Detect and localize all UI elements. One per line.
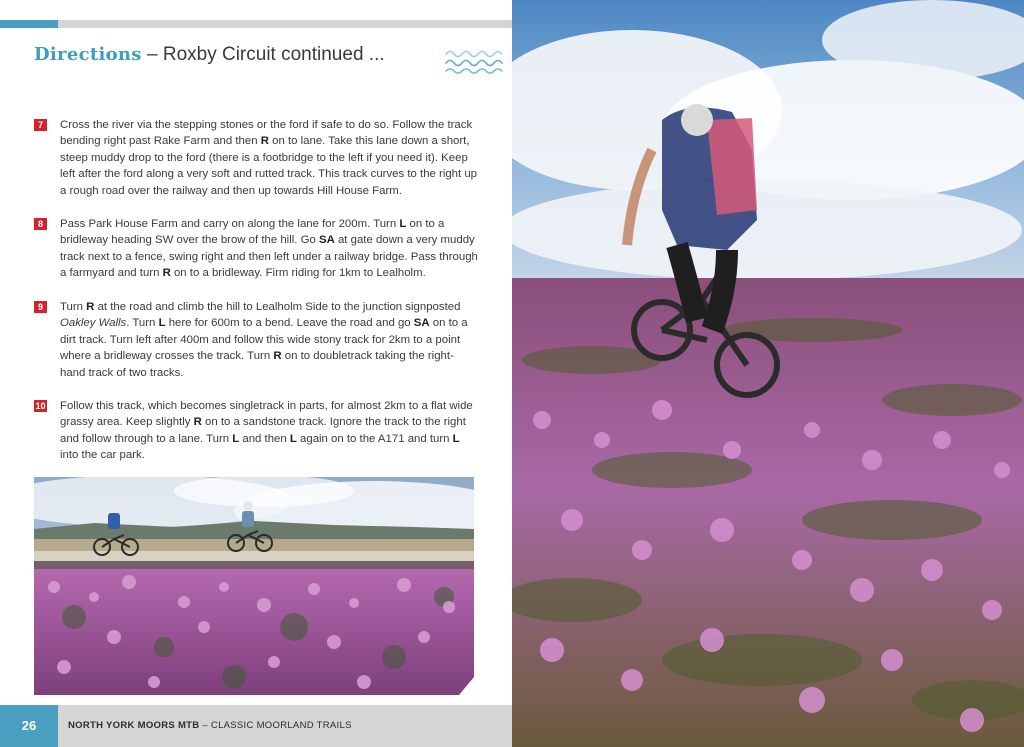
direction-step <box>34 299 479 381</box>
page-number: 26 <box>0 705 58 747</box>
instruction-text: into the car park. <box>60 449 145 462</box>
footer-separator: – <box>199 720 211 731</box>
top-bar-rule <box>58 20 512 28</box>
step-text <box>60 216 479 282</box>
instruction-keyword: R <box>273 350 282 363</box>
instruction-text: on to doubletrack taking the right-hand track of two tracks. <box>60 350 454 379</box>
instruction-text: Pass Park House Farm and carry on along the lane for 200m. Turn <box>60 218 400 230</box>
step-text <box>60 299 479 381</box>
direction-step <box>34 117 479 199</box>
step-number-badge: 10 <box>35 401 46 411</box>
top-bar-accent <box>0 20 58 28</box>
instruction-keyword: SA <box>413 317 430 330</box>
instruction-text: Turn <box>60 301 87 313</box>
page-title <box>34 44 385 66</box>
instruction-keyword: L <box>289 432 297 445</box>
direction-step <box>34 216 479 282</box>
instruction-keyword: L <box>158 317 166 330</box>
instruction-text: . Turn <box>126 317 159 330</box>
step-text <box>60 398 479 464</box>
riders-moorland-photo <box>34 477 474 695</box>
instruction-keyword: SA <box>318 234 335 247</box>
page-title-rest: – Roxby Circuit continued ... <box>141 44 385 65</box>
direction-step <box>34 398 479 464</box>
instruction-text: on to a bridleway heading SW over the brow of the hill. Go <box>60 218 445 247</box>
instruction-keyword: L <box>232 432 240 445</box>
running-footer <box>68 705 352 747</box>
book-subtitle: CLASSIC MOORLAND TRAILS <box>210 720 352 731</box>
step-number-badge: 9 <box>34 301 47 313</box>
instruction-text: on to a dirt track. Turn left after 400m and follow this wide stony track for 2km to a point where a bridleway crosses the track. Turn <box>60 317 468 363</box>
instruction-text: again on to the A171 and turn <box>296 432 453 445</box>
instruction-text: here for 600m to a bend. Leave the road and go <box>165 317 414 330</box>
book-title: NORTH YORK MOORS MTB <box>68 720 200 731</box>
wave-pattern-icon <box>442 44 512 76</box>
instruction-text: at gate down a very muddy track next to a fence, swing right and then left under a railway bridge. Pass through a farmyard and turn <box>60 234 478 280</box>
right-page <box>512 0 1024 747</box>
step-number-badge: 7 <box>34 119 47 131</box>
instruction-keyword: R <box>260 135 269 148</box>
instruction-text: Follow this track, which becomes singletrack in parts, for almost 2km to a flat wide grassy area. Keep slightly <box>60 400 473 429</box>
instruction-keyword: L <box>399 218 407 230</box>
step-number-badge: 8 <box>34 218 47 230</box>
step-text <box>60 117 479 199</box>
instruction-keyword: R <box>193 416 202 429</box>
instruction-keyword: L <box>452 432 460 445</box>
instruction-text: on to a sandstone track. Ignore the track to the right and follow through to a lane. Turn <box>60 416 466 445</box>
rider-heather-photo <box>512 0 1024 747</box>
instruction-text: and then <box>239 432 290 445</box>
instruction-keyword: R <box>162 267 171 280</box>
place-name: Oakley Walls <box>60 317 127 330</box>
instruction-keyword: R <box>86 301 95 313</box>
instruction-text: on to lane. Take this lane down a short, steep muddy drop to the ford (there is a footbridge to the left if you need it). Keep left after the ford along a very soft and rutted track. This track curves to the right up a rough road over the railway and then up towards Hill House Farm. <box>60 135 478 197</box>
instruction-text: on to a bridleway. Firm riding for 1km to Lealholm. <box>170 267 426 280</box>
instruction-text: at the road and climb the hill to Lealholm Side to the junction signposted <box>94 301 461 313</box>
instruction-text: Cross the river via the stepping stones or the ford if safe to do so. Follow the track bending right past Rake Farm and then <box>60 119 473 148</box>
page-title-strong: Directions <box>34 44 142 65</box>
